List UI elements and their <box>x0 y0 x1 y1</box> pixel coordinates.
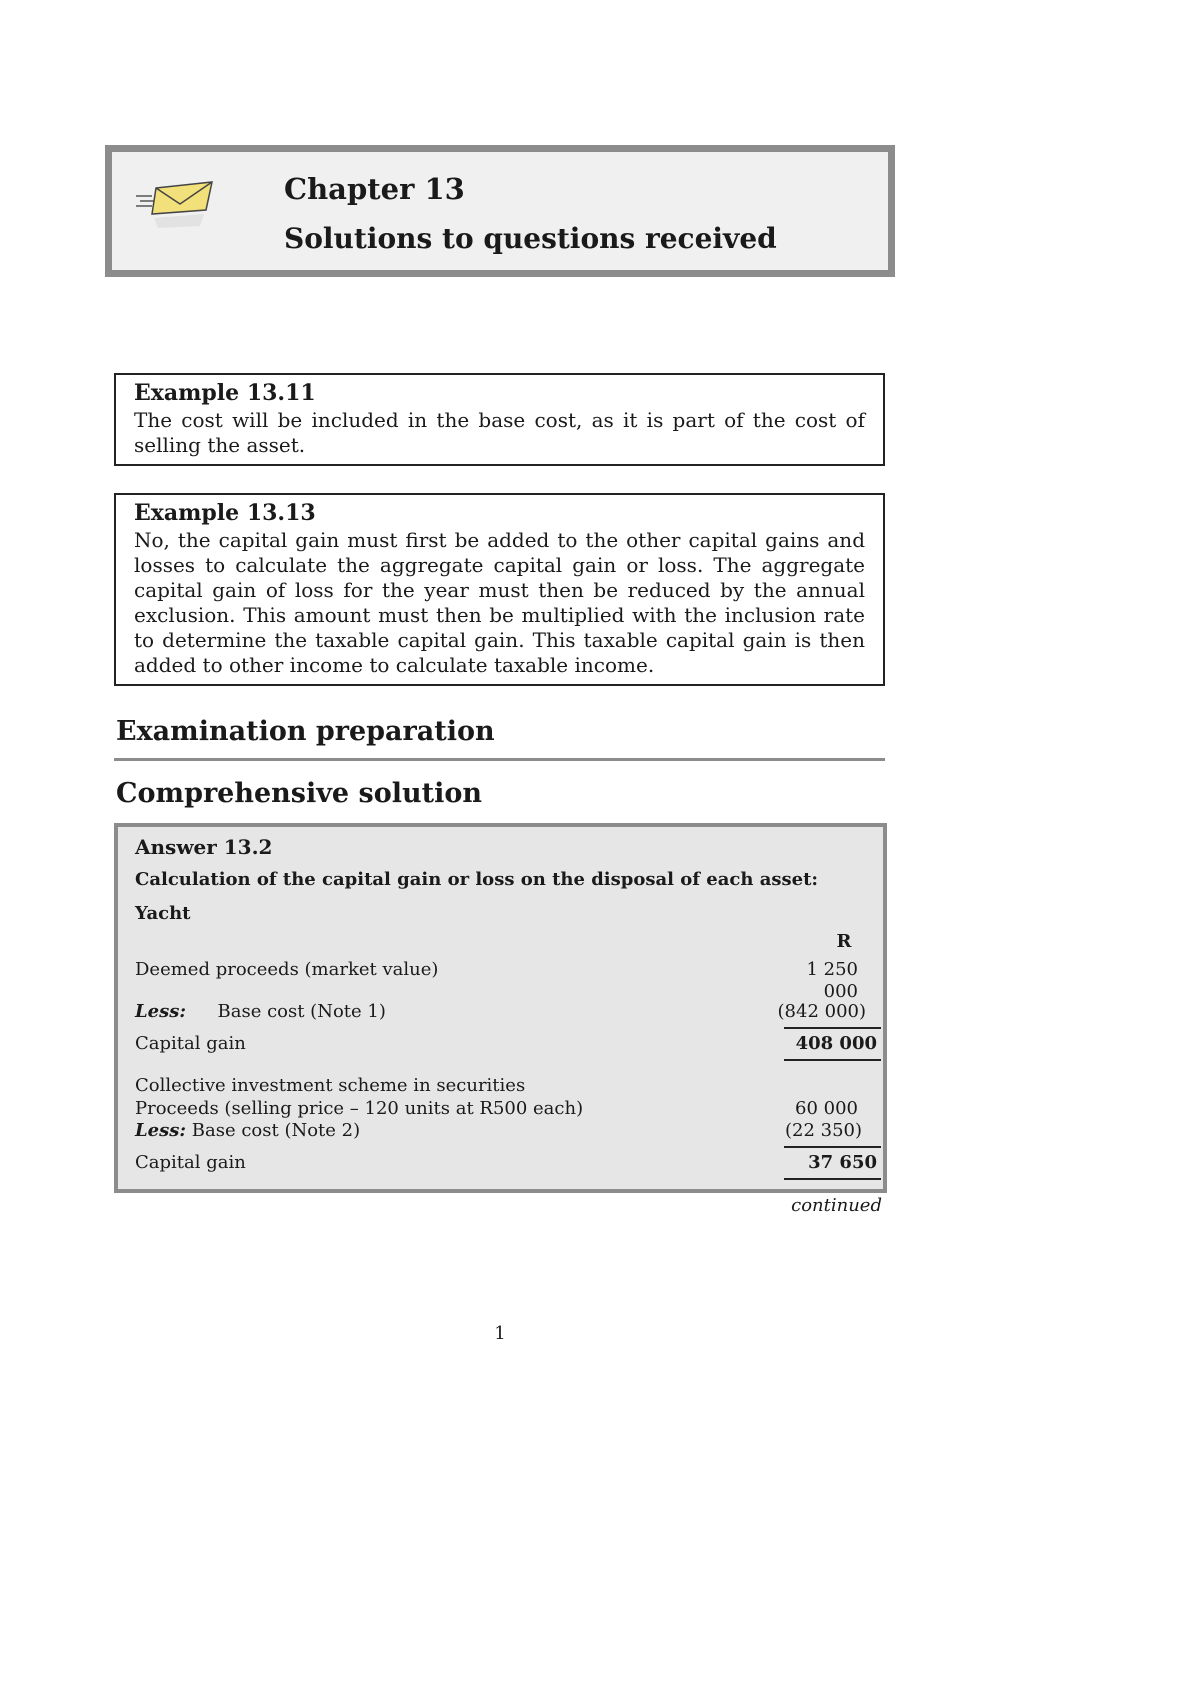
cis-capital-gain-label: Capital gain <box>135 1152 246 1173</box>
chapter-title: Solutions to questions received <box>284 222 777 255</box>
example-title: Example 13.11 <box>134 380 316 406</box>
yacht-base-cost-line <box>135 1001 386 1022</box>
section-heading-exam: Examination preparation <box>116 716 495 747</box>
yacht-base-cost-value: (842 000) <box>777 1001 866 1022</box>
answer-subtitle: Calculation of the capital gain or loss on the disposal of each asset: <box>135 869 819 890</box>
answer-title: Answer 13.2 <box>135 835 273 859</box>
answer-box <box>114 823 887 1193</box>
cis-proceeds-value: 60 000 <box>795 1098 858 1119</box>
deemed-proceeds-label: Deemed proceeds (market value) <box>135 959 439 980</box>
deemed-proceeds-value-1: 1 250 <box>806 959 858 980</box>
example-title: Example 13.13 <box>134 500 316 526</box>
yacht-capital-gain-label: Capital gain <box>135 1033 246 1054</box>
chapter-header <box>105 145 895 277</box>
cis-base-cost-line <box>135 1120 360 1141</box>
column-head-rand: R <box>836 931 852 952</box>
example-body: The cost will be included in the base cost, as it is part of the cost of selling the asset. <box>134 408 865 457</box>
asset-heading-cis: Collective investment scheme in securities <box>135 1075 526 1096</box>
asset-heading-yacht: Yacht <box>135 903 191 924</box>
cis-capital-gain-total: 37 650 <box>784 1146 881 1180</box>
continued-note: continued <box>791 1195 882 1216</box>
page-number: 1 <box>494 1323 506 1344</box>
less-label: Less: <box>135 1001 187 1022</box>
example-body: No, the capital gain must first be added to the other capital gains and losses to calculate the aggregate capital gain or loss. The aggregate capital gain of loss for the year must then be reduced by the annual exclusion. This amount must then be multiplied with the inclusion rate to determine the taxable capital gain. This taxable capital gain is then added to other income to calculate taxable income. <box>134 528 865 677</box>
base-cost-label: Base cost (Note 2) <box>191 1120 361 1141</box>
less-label: Less: <box>135 1120 187 1141</box>
deemed-proceeds-value-2: 000 <box>823 981 858 1002</box>
envelope-icon <box>134 174 214 234</box>
yacht-capital-gain-total: 408 000 <box>784 1027 881 1061</box>
section-heading-comprehensive: Comprehensive solution <box>116 778 482 809</box>
example-box-13-13 <box>114 493 885 686</box>
cis-base-cost-value: (22 350) <box>784 1120 862 1141</box>
chapter-number: Chapter 13 <box>284 172 465 206</box>
divider <box>114 758 885 761</box>
example-box-13-11 <box>114 373 885 466</box>
cis-proceeds-label: Proceeds (selling price – 120 units at R500 each) <box>135 1098 584 1119</box>
base-cost-label: Base cost (Note 1) <box>217 1001 386 1022</box>
